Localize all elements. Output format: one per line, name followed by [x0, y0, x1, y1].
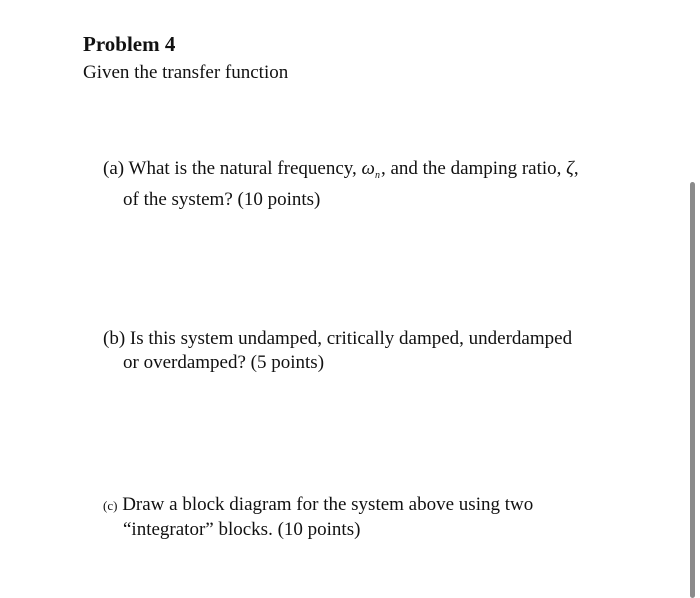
- vertical-scrollbar[interactable]: [690, 182, 695, 598]
- question-a: [103, 157, 579, 212]
- question-c: [103, 493, 533, 542]
- question-a-marker: (a): [103, 158, 125, 179]
- problem-title: Problem 4: [83, 32, 176, 56]
- question-c-line-1: [103, 493, 533, 518]
- question-b: [103, 327, 572, 375]
- question-c-text: Draw a block diagram for the system above using two: [122, 494, 534, 515]
- omega-symbol: ω: [361, 158, 375, 179]
- question-b-marker: (b): [103, 328, 126, 349]
- question-c-marker: (c): [103, 498, 118, 513]
- question-a-text-start: What is the natural frequency,: [128, 158, 357, 179]
- omega-subscript: n: [374, 170, 380, 181]
- question-c-line-2: “integrator” blocks. (10 points): [123, 519, 361, 540]
- problem-intro: Given the transfer function: [83, 62, 289, 83]
- question-b-line-2: or overdamped? (5 points): [123, 352, 325, 373]
- question-a-line-1: [103, 157, 579, 188]
- question-a-text-middle: , and the damping ratio,: [380, 158, 562, 179]
- question-a-line-2: of the system? (10 points): [123, 189, 321, 210]
- question-a-text-end: ,: [573, 158, 579, 179]
- zeta-symbol: ζ: [566, 158, 574, 179]
- question-b-text: Is this system undamped, critically damped, underdamped: [129, 328, 573, 349]
- question-b-line-1: [103, 327, 572, 351]
